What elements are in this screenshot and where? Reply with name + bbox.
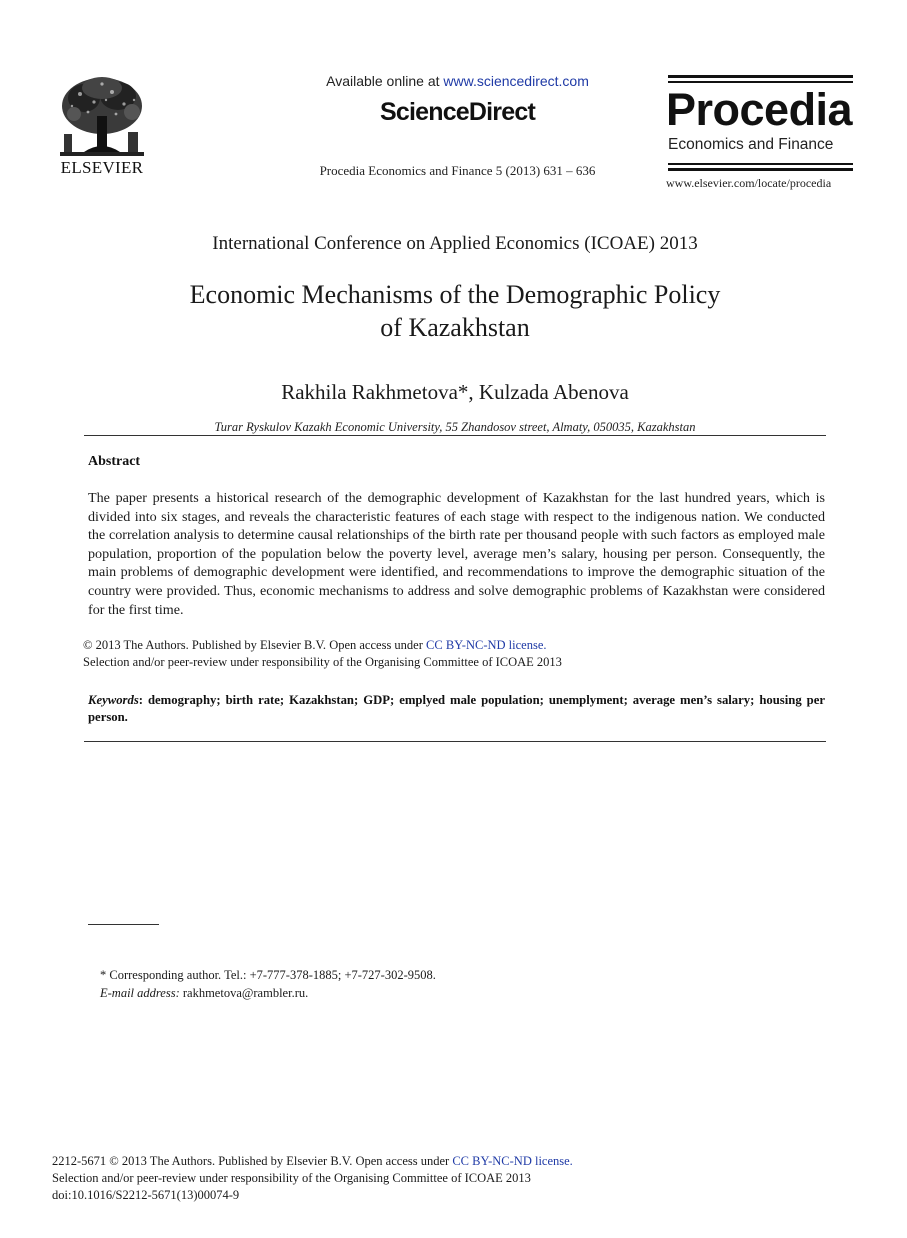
procedia-rule (668, 75, 853, 78)
paper-title-line2: of Kazakhstan (380, 313, 530, 342)
paper-authors: Rakhila Rakhmetova*, Kulzada Abenova (281, 380, 629, 404)
keywords (88, 692, 825, 726)
divider-mid (84, 741, 826, 742)
open-access-label: Open access under (329, 638, 423, 652)
corresponding-author: * Corresponding author. Tel.: +7-777-378-1885; +7-727-302-9508. (100, 968, 436, 982)
elsevier-logo (52, 74, 152, 180)
footnote (100, 967, 820, 1002)
sciencedirect-link[interactable]: www.sciencedirect.com (443, 73, 589, 89)
available-online-line (190, 73, 725, 89)
license-link[interactable]: CC BY-NC-ND license. (426, 638, 547, 652)
procedia-url-link[interactable]: www.elsevier.com/locate/procedia (666, 176, 832, 190)
procedia-title: Procedia (666, 84, 853, 135)
procedia-rule (668, 168, 853, 171)
elsevier-tree-icon (54, 74, 150, 160)
abstract-heading: Abstract (88, 454, 141, 469)
journal-reference: Procedia Economics and Finance 5 (2013) 631 – 636 (319, 163, 596, 178)
copyright-prefix: © 2013 The Authors. Published by Elsevier B.V. (83, 638, 327, 652)
license-link[interactable]: CC BY-NC-ND license. (452, 1154, 573, 1168)
issn-line (52, 1153, 852, 1170)
email-address: rakhmetova@rambler.ru. (182, 985, 309, 1000)
procedia-subtitle: Economics and Finance (668, 136, 834, 153)
bottom-info (52, 1153, 852, 1203)
elsevier-wordmark: ELSEVIER (60, 158, 144, 177)
email-label: E-mail address: (100, 985, 180, 1000)
sciencedirect-brand: ScienceDirect (380, 98, 535, 126)
peer-review-line: Selection and/or peer-review under responsibility of the Organising Committee of ICOAE 2013 (52, 1170, 531, 1185)
divider-top (84, 435, 826, 436)
paper-title (60, 278, 850, 344)
copyright-line1 (83, 637, 823, 654)
conference-name: International Conference on Applied Economics (ICOAE) 2013 (212, 233, 698, 254)
doi: doi:10.1016/S2212-5671(13)00074-9 (52, 1187, 240, 1202)
email-line (100, 985, 820, 1003)
issn-text: 2212-5671 © 2013 The Authors. Published by Elsevier B.V. (52, 1154, 353, 1168)
copyright-line2: Selection and/or peer-review under responsibility of the Organising Committee of ICOAE 2013 (83, 654, 562, 669)
available-prefix: Available online at (326, 73, 440, 89)
keywords-label: Keywords (88, 693, 139, 707)
keywords-text: : demography; birth rate; Kazakhstan; GDP; emplyed male population; unemplyment; average men’s salary; housing per person. (88, 693, 825, 724)
author-affiliation: Turar Ryskulov Kazakh Economic University, 55 Zhandosov street, Almaty, 050035, Kazakhstan (214, 420, 696, 434)
copyright-notice (83, 637, 823, 670)
footnote-rule (88, 924, 159, 925)
abstract-text: The paper presents a historical research of the demographic development of Kazakhstan for the last hundred years, which is divided into six stages, and reveals the characteristic features of each stage with respect to the indigenous nation. We conducted the correlation analysis to determine causal relationships of the birth rate per thousand people with such factors as employed male population, proportion of the population below the poverty level, average men’s salary, housing per person. Consequently, the main problems of demographic development were identified, and recommendations to improve the demographic situation of the country were provided. Thus, economic mechanisms to address and solve demographic problems of Kazakhstan were considered for the first time. (88, 490, 825, 618)
paper-title-line1: Economic Mechanisms of the Demographic Policy (189, 280, 721, 309)
open-access-label: Open access under (355, 1154, 450, 1168)
procedia-rule (668, 163, 853, 165)
